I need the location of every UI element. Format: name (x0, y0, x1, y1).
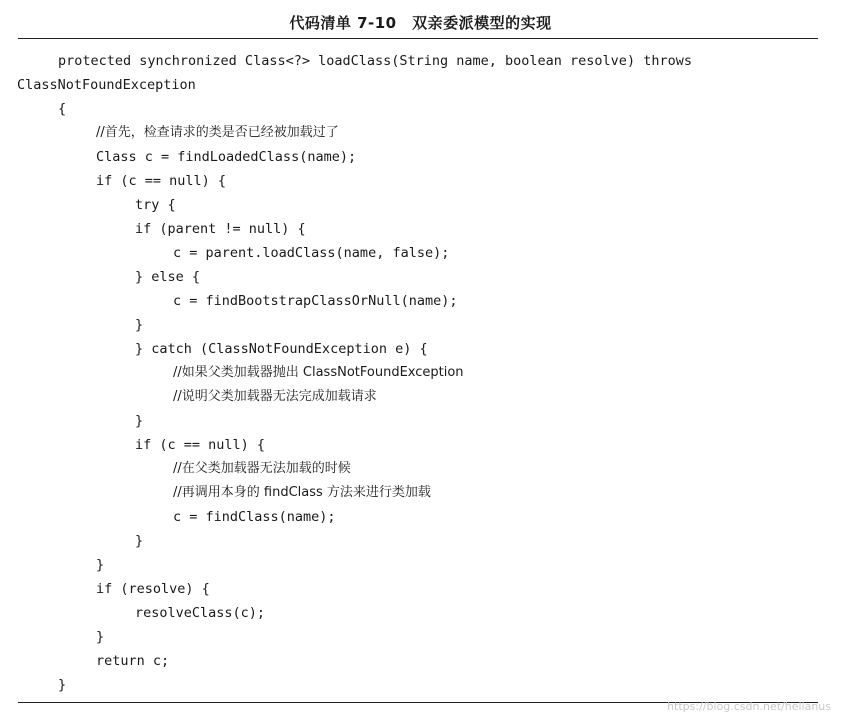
code-line: } else { (135, 269, 201, 285)
listing-title: 代码清单 7-10 双亲委派模型的实现 (289, 14, 552, 32)
code-line: try { (135, 197, 176, 213)
code-line: if (parent != null) { (135, 221, 306, 237)
code-line: if (c == null) { (96, 173, 227, 189)
code-line: } (96, 629, 105, 645)
code-line: if (resolve) { (96, 581, 210, 597)
code-line: } (135, 533, 144, 549)
code-line: } (135, 413, 144, 429)
code-line: Class c = findLoadedClass(name); (96, 149, 357, 165)
code-line: c = findClass(name); (173, 509, 336, 525)
code-comment: //再调用本身的 findClass 方法来进行类加载 (173, 485, 431, 500)
code-line: } (96, 557, 105, 573)
watermark-text: https://blog.csdn.net/hellanus (667, 700, 831, 713)
code-line: ClassNotFoundException (17, 77, 196, 93)
code-line: c = findBootstrapClassOrNull(name); (173, 293, 458, 309)
code-line: c = parent.loadClass(name, false); (173, 245, 450, 261)
code-line: protected synchronized Class<?> loadClass(String name, boolean resolve) throws (58, 53, 692, 69)
code-line: resolveClass(c); (135, 605, 266, 621)
code-line: } (58, 677, 67, 693)
code-line: return c; (96, 653, 170, 669)
code-comment: //说明父类加载器无法完成加载请求 (173, 389, 377, 404)
code-line: } catch (ClassNotFoundException e) { (135, 341, 428, 357)
code-line: } (135, 317, 144, 333)
code-line: { (58, 101, 67, 117)
code-comment: //首先，检查请求的类是否已经被加载过了 (96, 125, 339, 140)
top-rule (18, 38, 818, 39)
code-line: if (c == null) { (135, 437, 266, 453)
code-comment: //如果父类加载器抛出 ClassNotFoundException (173, 365, 464, 380)
code-comment: //在父类加载器无法加载的时候 (173, 461, 351, 476)
